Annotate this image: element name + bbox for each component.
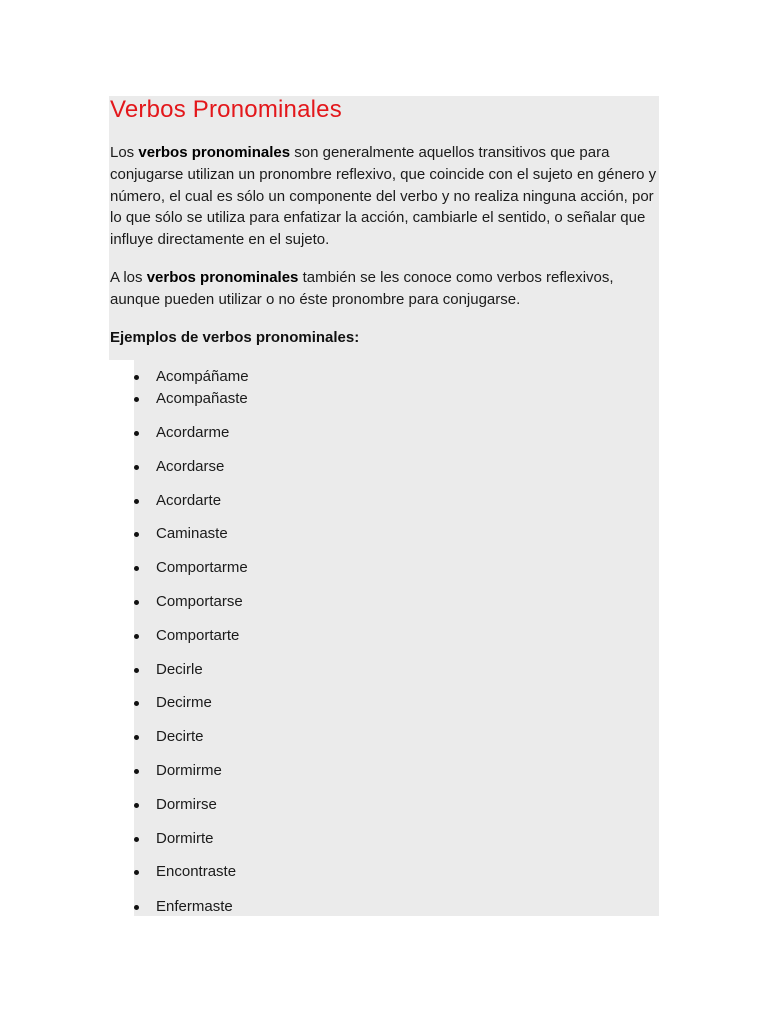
list-item <box>156 794 217 816</box>
list-item <box>156 625 239 647</box>
second-paragraph <box>110 267 658 311</box>
intro-text-start: Los <box>110 144 139 161</box>
list-item <box>156 861 236 883</box>
list-item-label: Dormirte <box>156 830 214 847</box>
intro-paragraph <box>110 142 658 251</box>
bullet-icon <box>134 600 139 605</box>
list-item-label: Acompañaste <box>156 390 248 407</box>
list-item-label: Acompáñame <box>156 368 249 385</box>
list-item-label: Decirme <box>156 694 212 711</box>
bullet-icon <box>134 431 139 436</box>
list-item <box>156 490 221 512</box>
list-item <box>156 456 224 478</box>
bullet-icon <box>134 668 139 673</box>
list-item <box>156 692 212 714</box>
list-item-label: Acordarme <box>156 424 230 441</box>
bullet-icon <box>134 566 139 571</box>
list-item-label: Caminaste <box>156 525 228 542</box>
bullet-icon <box>134 701 139 706</box>
list-item <box>156 760 222 782</box>
list-item-label: Enfermaste <box>156 898 233 915</box>
list-item-label: Acordarte <box>156 492 222 509</box>
second-text-start: A los <box>110 268 147 286</box>
list-item <box>156 422 229 444</box>
list-item-label: Comportarme <box>156 559 248 576</box>
list-item-label: Acordarse <box>156 458 225 475</box>
bullet-icon <box>134 803 139 808</box>
page-title: Verbos Pronominales <box>110 96 342 123</box>
bullet-icon <box>134 532 139 537</box>
examples-heading: Ejemplos de verbos pronominales: <box>110 328 360 346</box>
list-item <box>156 726 204 748</box>
list-item <box>156 896 233 918</box>
list-item <box>156 523 228 545</box>
list-item <box>156 659 203 681</box>
list-item <box>156 828 214 850</box>
list-item-label: Dormirme <box>156 762 222 779</box>
bullet-icon <box>134 905 139 910</box>
list-item-label: Comportarse <box>156 593 243 610</box>
bullet-icon <box>134 769 139 774</box>
list-item-label: Decirle <box>156 661 203 678</box>
list-item-label: Decirte <box>156 728 204 745</box>
bullet-icon <box>134 465 139 470</box>
second-text-end: también se les conoce como verbos reflexivos, aunque pueden utilizar o no éste pronombre para conjugarse. <box>110 268 614 308</box>
bullet-icon <box>134 870 139 875</box>
bullet-icon <box>134 837 139 842</box>
list-item-label: Comportarte <box>156 627 240 644</box>
list-item-label: Encontraste <box>156 863 237 880</box>
bullet-icon <box>134 634 139 639</box>
intro-text-end: son generalmente aquellos transitivos que para conjugarse utilizan un pronombre reflexivo, que coincide con el sujeto en género y número, el cual es sólo un componente del verbo y no realiza ninguna acción, por lo que sólo se utiliza para enfatizar la acción, cambiarle el sentido, o señalar que influye directamente en el sujeto. <box>110 144 657 249</box>
bullet-icon <box>134 397 139 402</box>
list-item <box>156 591 243 613</box>
intro-bold-term: verbos pronominales <box>138 144 291 161</box>
second-bold-term: verbos pronominales <box>146 268 299 286</box>
list-item-label: Dormirse <box>156 796 217 813</box>
list-item <box>156 366 249 388</box>
list-item <box>156 388 248 410</box>
bullet-icon <box>134 499 139 504</box>
document-content <box>110 96 658 348</box>
bullet-icon <box>134 735 139 740</box>
bullet-icon <box>134 375 139 380</box>
list-item <box>156 557 248 579</box>
